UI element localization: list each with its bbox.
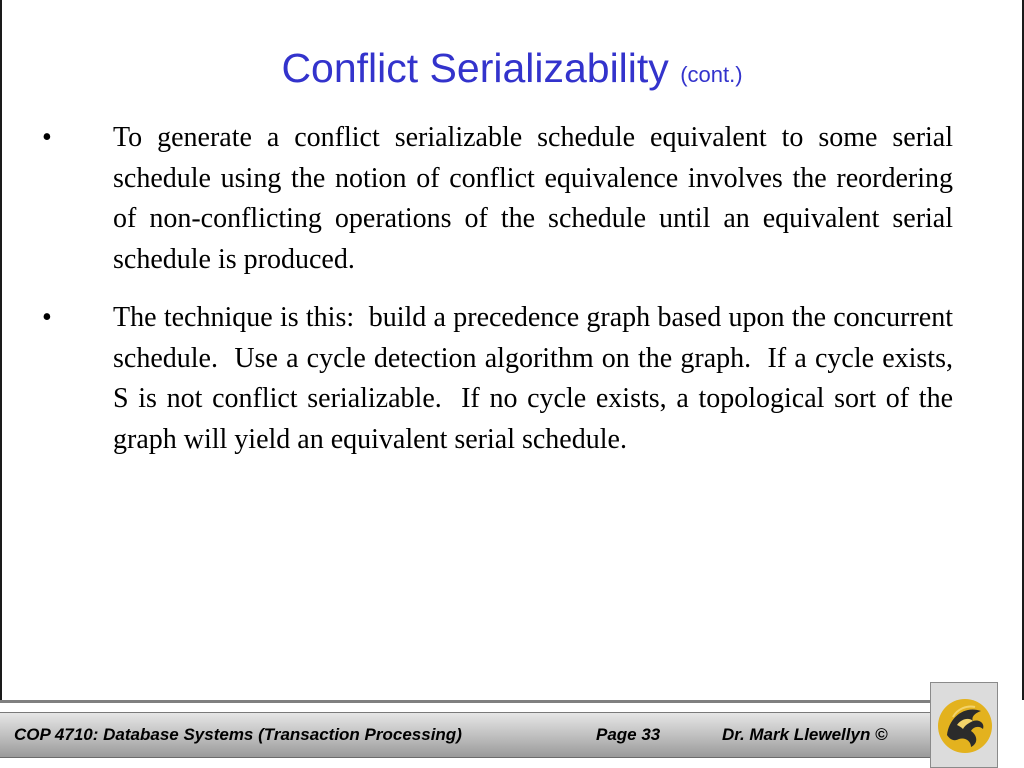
footer [0,700,1024,768]
footer-course: COP 4710: Database Systems (Transaction Processing) [14,725,462,744]
footer-page-number: Page 33 [596,725,661,744]
bullet-text: The technique is this: build a precedence graph based upon the concurrent schedule. Use a cycle detection algorithm on the graph. If a cycle exists, S is not conflict serializable. If no cycle exists, a topological sort of the graph will yield an equivalent serial schedule. [113,302,960,455]
slide-title [0,42,1024,101]
slide-title-suffix: (cont.) [680,62,743,87]
footer-author: Dr. Mark Llewellyn © [722,725,888,744]
bullet-list [0,118,1024,478]
bullet-item [0,298,1024,460]
slide-title-main: Conflict Serializability [281,45,669,91]
bullet-marker: • [42,122,52,153]
logo-box [930,682,998,768]
bullet-marker: • [42,302,52,333]
footer-divider [0,700,930,703]
bullet-item [0,118,1024,280]
pegasus-logo-icon [935,695,995,757]
bullet-text: To generate a conflict serializable schedule equivalent to some serial schedule using the notion of conflict equivalence involves the reordering of non-conflicting operations of the schedule until an equivalent serial schedule is produced. [113,122,960,275]
